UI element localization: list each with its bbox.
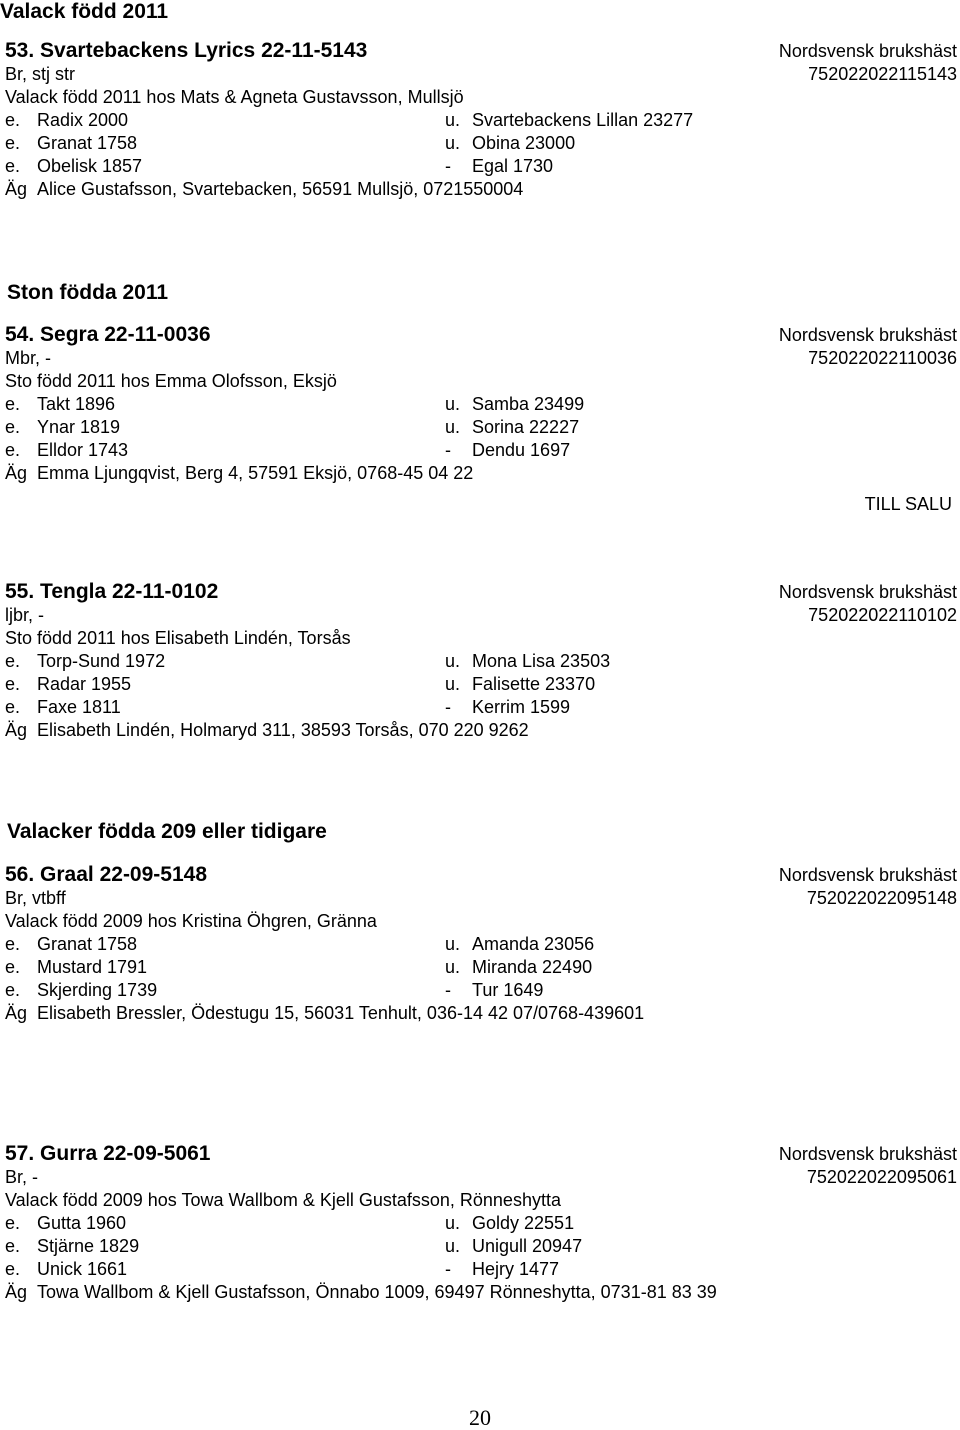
pedigree-prefix: e. — [5, 394, 21, 414]
pedigree-prefix: e. — [5, 1259, 21, 1279]
horse-color: Br, - — [5, 1167, 39, 1187]
color-id-row — [0, 63, 960, 86]
birth-info: Valack född 2009 hos Kristina Öhgren, Gränna — [5, 911, 377, 931]
owner-info: Alice Gustafsson, Svartebacken, 56591 Mullsjö, 0721550004 — [37, 179, 524, 199]
pedigree-row — [0, 439, 960, 462]
sire: Skjerding 1739 — [37, 980, 158, 1000]
pedigree-prefix: e. — [5, 651, 21, 671]
sire: Ynar 1819 — [37, 417, 121, 437]
owner-row — [0, 1281, 960, 1304]
pedigree-row — [0, 1212, 960, 1235]
horse-color: Br, stj str — [5, 64, 76, 84]
breed: Nordsvensk brukshäst — [778, 1144, 957, 1164]
entry-header — [0, 323, 960, 347]
horse-name: Segra 22-11-0036 — [40, 323, 211, 346]
horse-entry-56 — [0, 863, 960, 1025]
pedigree-prefix: - — [445, 156, 451, 176]
pedigree-prefix: u. — [445, 934, 461, 954]
dam: Sorina 22227 — [472, 417, 580, 437]
horse-name: Tengla 22-11-0102 — [40, 580, 219, 603]
horse-name: Svartebackens Lyrics 22-11-5143 — [40, 39, 368, 62]
pedigree-row — [0, 109, 960, 132]
pedigree-prefix: e. — [5, 156, 21, 176]
owner-label: Äg — [5, 1282, 28, 1302]
entry-number: 56. — [5, 863, 35, 886]
pedigree-prefix: e. — [5, 674, 21, 694]
birth-row — [0, 910, 960, 933]
birth-row — [0, 86, 960, 109]
pedigree-prefix: u. — [445, 1213, 461, 1233]
birth-row — [0, 627, 960, 650]
dam: Miranda 22490 — [472, 957, 593, 977]
pedigree-prefix: u. — [445, 394, 461, 414]
pedigree-prefix: e. — [5, 440, 21, 460]
owner-label: Äg — [5, 720, 28, 740]
pedigree-row — [0, 1258, 960, 1281]
sire: Obelisk 1857 — [37, 156, 143, 176]
sire: Takt 1896 — [37, 394, 116, 414]
breed: Nordsvensk brukshäst — [778, 325, 957, 345]
pedigree-row — [0, 673, 960, 696]
sire: Radix 2000 — [37, 110, 129, 130]
pedigree-prefix: e. — [5, 1236, 21, 1256]
dam: Svartebackens Lillan 23277 — [472, 110, 694, 130]
breed: Nordsvensk brukshäst — [778, 41, 957, 61]
pedigree-prefix: e. — [5, 697, 21, 717]
entry-title — [5, 863, 207, 887]
entry-title — [5, 323, 211, 347]
sire: Gutta 1960 — [37, 1213, 127, 1233]
pedigree-row — [0, 650, 960, 673]
pedigree-prefix: - — [445, 980, 451, 1000]
horse-color: Mbr, - — [5, 348, 52, 368]
sire: Unick 1661 — [37, 1259, 128, 1279]
dam: Tur 1649 — [472, 980, 544, 1000]
dam: Obina 23000 — [472, 133, 576, 153]
horse-color: ljbr, - — [5, 605, 45, 625]
dam: Goldy 22551 — [472, 1213, 575, 1233]
owner-label: Äg — [5, 1003, 28, 1023]
pedigree-row — [0, 979, 960, 1002]
dam: Hejry 1477 — [472, 1259, 560, 1279]
horse-id: 752022022095148 — [806, 888, 957, 908]
horse-name: Gurra 22-09-5061 — [40, 1142, 211, 1165]
pedigree-row — [0, 933, 960, 956]
owner-row — [0, 719, 960, 742]
color-id-row — [0, 1166, 960, 1189]
entry-number: 57. — [5, 1142, 35, 1165]
pedigree-row — [0, 132, 960, 155]
pedigree-row — [0, 956, 960, 979]
birth-row — [0, 370, 960, 393]
entry-title — [5, 1142, 211, 1166]
pedigree-prefix: e. — [5, 980, 21, 1000]
entry-header — [0, 1142, 960, 1166]
page-number: 20 — [469, 1405, 491, 1430]
pedigree-row — [0, 1235, 960, 1258]
birth-row — [0, 1189, 960, 1212]
section-title: Valacker födda 209 eller tidigare — [7, 820, 327, 843]
horse-id: 752022022095061 — [806, 1167, 957, 1187]
sire: Stjärne 1829 — [37, 1236, 140, 1256]
breed: Nordsvensk brukshäst — [778, 582, 957, 602]
entry-number: 55. — [5, 580, 35, 603]
section-title: Ston födda 2011 — [7, 281, 169, 304]
sire: Radar 1955 — [37, 674, 132, 694]
birth-info: Sto född 2011 hos Elisabeth Lindén, Torsås — [5, 628, 351, 648]
dam: Unigull 20947 — [472, 1236, 583, 1256]
entry-header — [0, 580, 960, 604]
pedigree-row — [0, 416, 960, 439]
pedigree-row — [0, 393, 960, 416]
sire: Mustard 1791 — [37, 957, 148, 977]
sire: Granat 1758 — [37, 133, 138, 153]
horse-name: Graal 22-09-5148 — [40, 863, 208, 886]
section-title: Valack född 2011 — [0, 0, 169, 23]
horse-entry-54 — [0, 323, 960, 485]
horse-id: 752022022115143 — [808, 64, 957, 84]
pedigree-prefix: u. — [445, 674, 461, 694]
entry-title — [5, 580, 218, 604]
owner-info: Emma Ljungqvist, Berg 4, 57591 Eksjö, 0768-45 04 22 — [37, 463, 474, 483]
birth-info: Valack född 2009 hos Towa Wallbom & Kjell Gustafsson, Rönneshytta — [5, 1190, 561, 1210]
dam: Mona Lisa 23503 — [472, 651, 611, 671]
owner-label: Äg — [5, 179, 28, 199]
pedigree-prefix: u. — [445, 110, 461, 130]
pedigree-prefix: e. — [5, 1213, 21, 1233]
pedigree-prefix: u. — [445, 957, 461, 977]
horse-entry-55 — [0, 580, 960, 742]
pedigree-prefix: e. — [5, 110, 21, 130]
entry-number: 53. — [5, 39, 35, 62]
pedigree-prefix: u. — [445, 133, 461, 153]
pedigree-prefix: - — [445, 1259, 451, 1279]
horse-entry-57 — [0, 1142, 960, 1304]
birth-info: Valack född 2011 hos Mats & Agneta Gustavsson, Mullsjö — [5, 87, 464, 107]
entry-header — [0, 39, 960, 63]
entry-title — [5, 39, 367, 63]
pedigree-prefix: - — [445, 440, 451, 460]
entry-number: 54. — [5, 323, 35, 346]
dam: Falisette 23370 — [472, 674, 596, 694]
breed: Nordsvensk brukshäst — [778, 865, 957, 885]
horse-entry-53 — [0, 39, 960, 201]
pedigree-row — [0, 696, 960, 719]
owner-info: Elisabeth Bressler, Ödestugu 15, 56031 Tenhult, 036-14 42 07/0768-439601 — [37, 1003, 645, 1023]
horse-color: Br, vtbff — [5, 888, 66, 908]
color-id-row — [0, 604, 960, 627]
pedigree-prefix: u. — [445, 417, 461, 437]
horse-id: 752022022110036 — [808, 348, 957, 368]
owner-info: Towa Wallbom & Kjell Gustafsson, Önnabo 1009, 69497 Rönneshytta, 0731-81 83 39 — [37, 1282, 717, 1302]
owner-info: Elisabeth Lindén, Holmaryd 311, 38593 Torsås, 070 220 9262 — [37, 720, 529, 740]
pedigree-prefix: e. — [5, 934, 21, 954]
sire: Faxe 1811 — [37, 697, 121, 717]
entry-header — [0, 863, 960, 887]
for-sale-note: TILL SALU — [864, 494, 952, 514]
dam: Kerrim 1599 — [472, 697, 571, 717]
color-id-row — [0, 347, 960, 370]
sire: Elldor 1743 — [37, 440, 129, 460]
pedigree-prefix: - — [445, 697, 451, 717]
dam: Amanda 23056 — [472, 934, 595, 954]
pedigree-prefix: u. — [445, 1236, 461, 1256]
pedigree-row — [0, 155, 960, 178]
owner-row — [0, 1002, 960, 1025]
pedigree-prefix: e. — [5, 957, 21, 977]
pedigree-prefix: e. — [5, 417, 21, 437]
birth-info: Sto född 2011 hos Emma Olofsson, Eksjö — [5, 371, 337, 391]
dam: Dendu 1697 — [472, 440, 571, 460]
dam: Egal 1730 — [472, 156, 554, 176]
dam: Samba 23499 — [472, 394, 585, 414]
pedigree-prefix: u. — [445, 651, 461, 671]
horse-id: 752022022110102 — [808, 605, 957, 625]
pedigree-prefix: e. — [5, 133, 21, 153]
owner-label: Äg — [5, 463, 28, 483]
owner-row — [0, 178, 960, 201]
owner-row — [0, 462, 960, 485]
color-id-row — [0, 887, 960, 910]
sire: Granat 1758 — [37, 934, 138, 954]
sire: Torp-Sund 1972 — [37, 651, 166, 671]
